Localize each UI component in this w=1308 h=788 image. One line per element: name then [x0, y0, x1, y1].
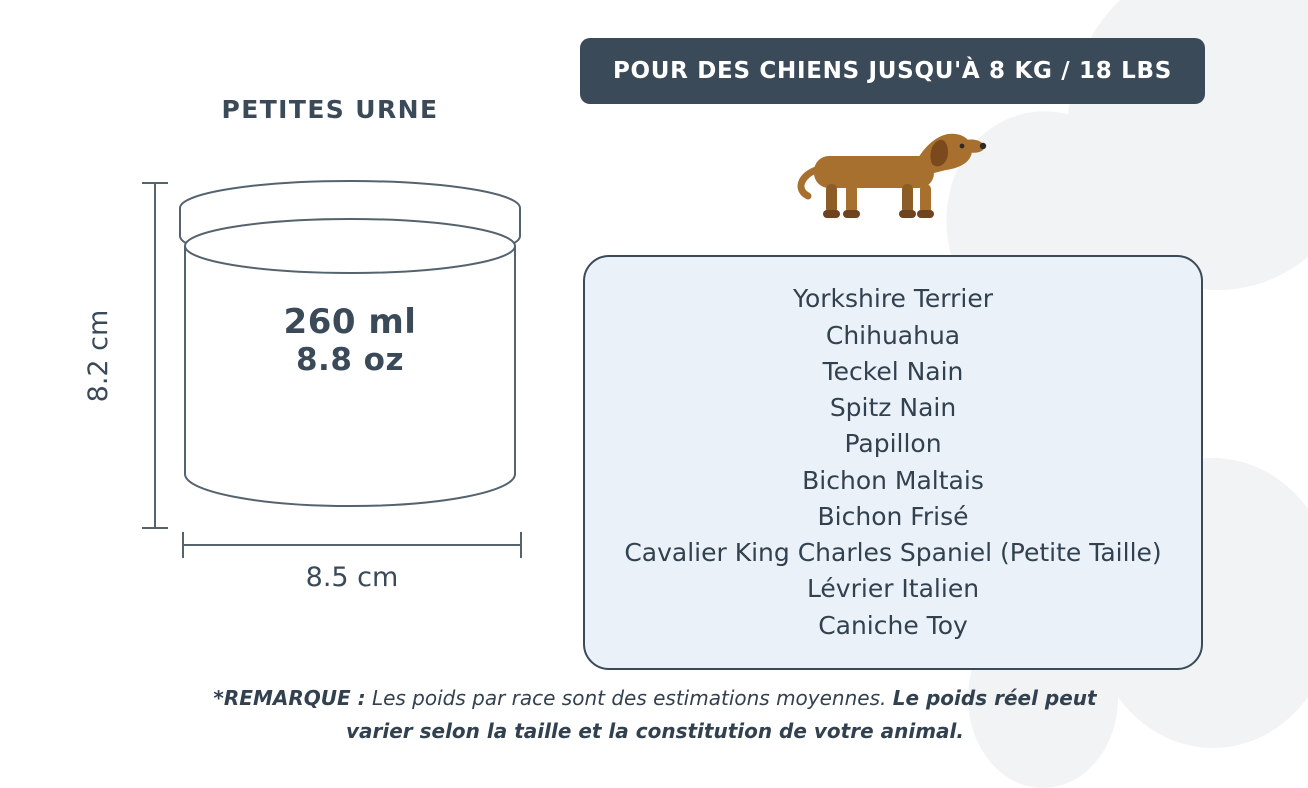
- breed-list: [583, 255, 1203, 670]
- list-item: Teckel Nain: [822, 356, 964, 386]
- urn-illustration: [175, 174, 525, 524]
- list-item: Papillon: [844, 429, 942, 459]
- width-cap-right: [520, 532, 522, 558]
- list-item: Lévrier Italien: [806, 574, 980, 604]
- dachshund-icon: [790, 118, 990, 228]
- capacity-ml: 260 ml: [283, 302, 417, 342]
- list-item: Bichon Maltais: [802, 465, 984, 495]
- weight-banner-text: POUR DES CHIENS JUSQU'À 8 KG / 18 LBS: [612, 58, 1173, 84]
- list-item: Bichon Frisé: [817, 501, 969, 531]
- list-item: Chihuahua: [825, 320, 961, 350]
- urn-diagram: [60, 174, 580, 694]
- footnote: [150, 682, 1160, 748]
- footnote-bold-tail: Le poids réel peut: [892, 686, 1097, 710]
- urn-section: [60, 95, 580, 694]
- capacity-oz: 8.8 oz: [295, 342, 405, 379]
- width-line: [182, 544, 522, 546]
- height-line: [154, 182, 156, 529]
- footnote-body: Les poids par race sont des estimations moyennes.: [365, 686, 893, 710]
- width-dimension: [182, 544, 522, 604]
- height-dimension: [82, 182, 134, 529]
- weight-banner: [580, 38, 1205, 104]
- list-item: Spitz Nain: [829, 393, 957, 422]
- footnote-line-1: [213, 686, 1096, 710]
- width-label: 8.5 cm: [305, 562, 399, 593]
- urn-title: PETITES URNE: [221, 95, 439, 124]
- width-cap-left: [182, 532, 184, 558]
- dachshund-illustration: [790, 118, 990, 228]
- list-item: Yorkshire Terrier: [793, 284, 993, 314]
- height-label: 8.2 cm: [82, 309, 114, 402]
- urn-shape: [175, 174, 525, 524]
- footnote-line-2: varier selon la taille et la constitution de votre animal.: [345, 719, 965, 743]
- list-item: Cavalier King Charles Spaniel (Petite Taille): [624, 538, 1162, 567]
- list-item: Caniche Toy: [818, 610, 968, 640]
- footnote-prefix: *REMARQUE :: [213, 686, 366, 710]
